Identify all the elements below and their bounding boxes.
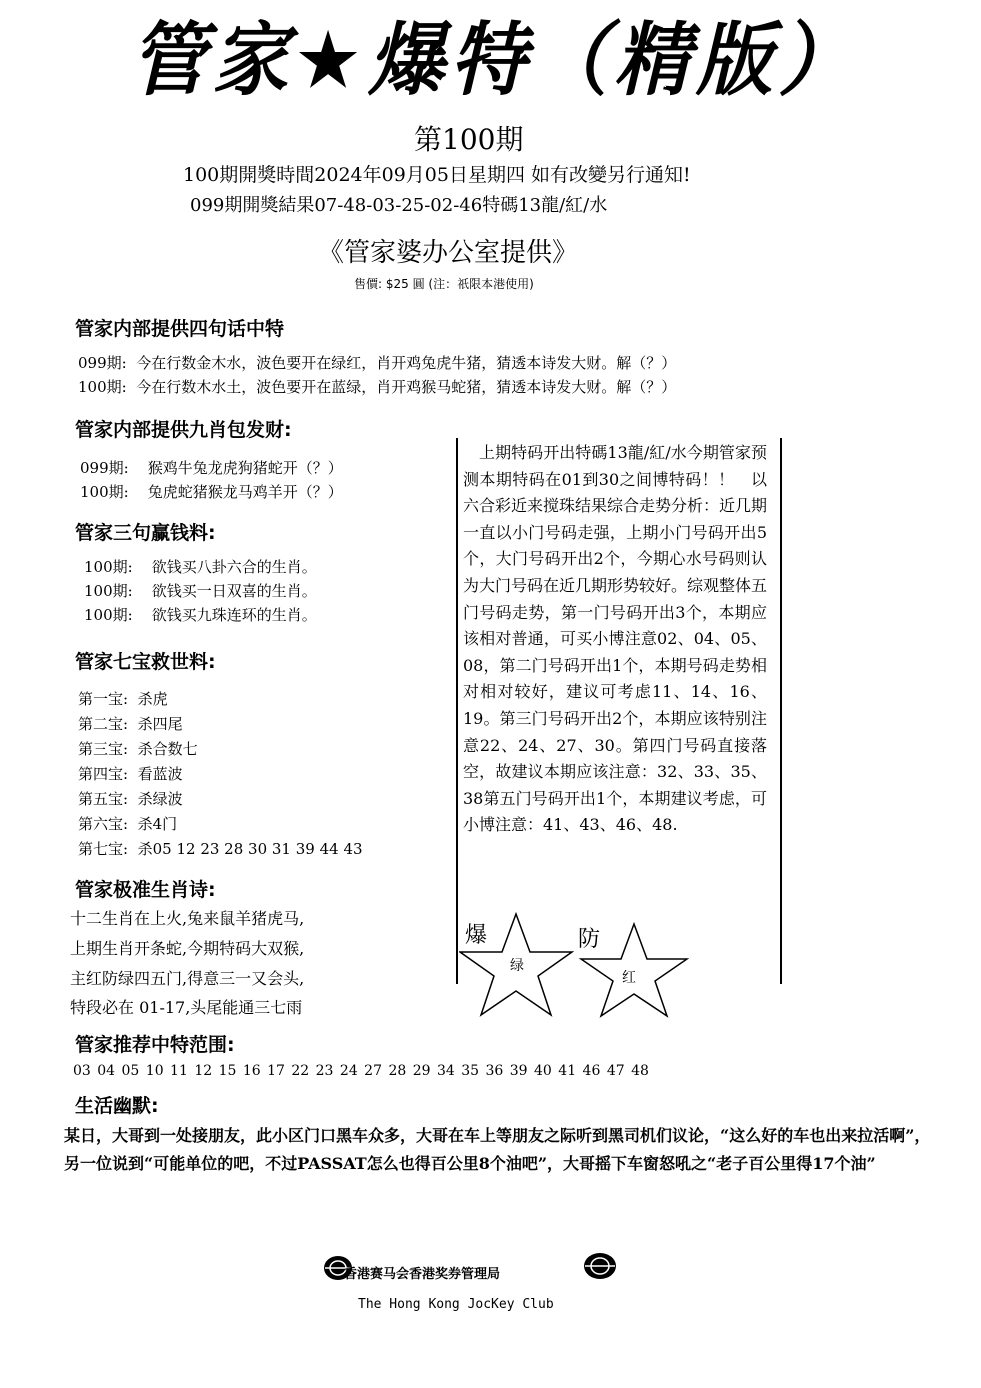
draw-time: 100期開獎時間2024年09月05日星期四 如有改變另行通知! [183, 164, 691, 186]
star-label-guard: 防 [578, 927, 601, 952]
prediction-text: 上期特码开出特碼13龍/紅/水今期管家预测本期特码在01到30之间博特码！！ 以六合彩近来搅珠结果综合走势分析：近几期一直以小门号码走强，上期小门号码开出5个，大门号码开出2个，今期心水号码则认为大门号码在近几期形势较好。综观整体五门号码走势，第一门号码开出3个，本期应该相对普通，可买小博注意02、04、05、08，第二门号码开出1个，本期号码走势相对相对较好，建议可考虑11、14、16、19。第三门号码开出2个，本期应该特别注意22、24、27、30。第四门号码直接落空，故建议本期应该注意：32、33、35、38第五门号码开出1个，本期建议考虑，可小博注意：41、43、46、48. [463, 443, 768, 835]
star-inner-green: 绿 [510, 958, 524, 974]
list-item [78, 352, 676, 373]
period-label: 100期: [80, 483, 129, 501]
list-item [78, 738, 198, 759]
list-item [78, 838, 363, 859]
poem-line: 主红防绿四五门,得意三一又会头, [70, 969, 305, 988]
last-result: 099期開獎結果07-48-03-25-02-46特碼13龍/紅/水 [190, 195, 608, 216]
list-item [78, 376, 676, 397]
period-label: 099期: [78, 354, 127, 372]
three-lines-heading: 管家三句赢钱料: [75, 522, 216, 544]
list-item [84, 604, 317, 625]
humor-text: 某日，大哥到一处接朋友，此小区门口黑车众多，大哥在车上等朋友之际听到黑司机们议论，“这么好的车也出来拉活啊”，另一位说到“可能单位的吧，不过PASSAT怎么也得百公里8个油吧”，大哥摇下车窗怒吼之“老子百公里得17个油” [64, 1126, 931, 1173]
poem-heading: 管家极准生肖诗: [75, 879, 216, 901]
treasure-label: 第三宝: [78, 740, 129, 758]
period-label: 099期: [80, 459, 129, 477]
row-text: 欲钱买一日双喜的生肖。 [151, 582, 317, 600]
list-item [78, 688, 168, 709]
treasure-label: 第六宝: [78, 815, 129, 833]
treasure-label: 第一宝: [78, 690, 129, 708]
period-label: 100期: [84, 558, 133, 576]
row-text: 兔虎蛇猪猴龙马鸡羊开（？） [147, 483, 343, 501]
range-heading: 管家推荐中特范围: [75, 1034, 235, 1056]
list-item [80, 481, 343, 502]
list-item [84, 580, 317, 601]
page-title: 管家★爆特（精版） [130, 12, 861, 107]
treasure-text: 杀05 12 23 28 30 31 39 44 43 [137, 840, 363, 858]
period-label: 100期: [78, 378, 127, 396]
treasure-text: 杀虎 [137, 690, 168, 708]
treasure-text: 杀四尾 [137, 715, 183, 733]
seven-treasures-heading: 管家七宝救世料: [75, 651, 216, 673]
treasure-text: 杀合数七 [137, 740, 198, 758]
treasure-text: 看蓝波 [137, 765, 183, 783]
poem-line: 十二生肖在上火,兔来鼠羊猪虎马, [70, 909, 305, 928]
star-label-burst: 爆 [465, 923, 488, 948]
treasure-label: 第二宝: [78, 715, 129, 733]
treasure-label: 第四宝: [78, 765, 129, 783]
list-item [78, 763, 183, 784]
star-inner-red: 红 [622, 970, 636, 986]
row-text: 今在行数金木水，波色要开在绿红，肖开鸡兔虎牛猪，猜透本诗发大财。解（？） [136, 354, 677, 372]
treasure-text: 杀绿波 [137, 790, 183, 808]
list-item [78, 813, 177, 834]
poem-line: 特段必在 01-17,头尾能通三七雨 [70, 998, 303, 1017]
list-item [78, 788, 183, 809]
period-label: 100期: [84, 582, 133, 600]
row-text: 欲钱买八卦六合的生肖。 [151, 558, 317, 576]
list-item [80, 457, 343, 478]
treasure-label: 第五宝: [78, 790, 129, 808]
nine-zodiac-heading: 管家内部提供九肖包发财: [75, 419, 292, 441]
humor-heading: 生活幽默: [75, 1095, 159, 1117]
provider: 《管家婆办公室提供》 [318, 238, 579, 268]
footer-org-name: 香港赛马会香港奖券管理局 [344, 1267, 501, 1282]
four-lines-heading: 管家内部提供四句话中特 [75, 318, 285, 340]
list-item [78, 713, 183, 734]
price: 售價: $25 圓 (注：祇限本港使用) [354, 277, 534, 291]
list-item [84, 556, 317, 577]
issue-number: 第100期 [414, 123, 524, 156]
period-label: 100期: [84, 606, 133, 624]
row-text: 欲钱买九珠连环的生肖。 [151, 606, 317, 624]
jockey-club-logo-icon [583, 1252, 617, 1280]
footer-english-name: The Hong Kong JocKey Club [358, 1297, 554, 1312]
range-numbers: 03 04 05 10 11 12 15 16 17 22 23 24 27 28 29 34 35 36 39 40 41 46 47 48 [73, 1063, 649, 1079]
row-text: 今在行数木水土，波色要开在蓝绿，肖开鸡猴马蛇猪，猜透本诗发大财。解（？） [136, 378, 677, 396]
treasure-label: 第七宝: [78, 840, 129, 858]
treasure-text: 杀4门 [137, 815, 178, 833]
poem-line: 上期生肖开条蛇,今期特码大双猴, [70, 939, 305, 958]
row-text: 猴鸡牛兔龙虎狗猪蛇开（？） [147, 459, 343, 477]
